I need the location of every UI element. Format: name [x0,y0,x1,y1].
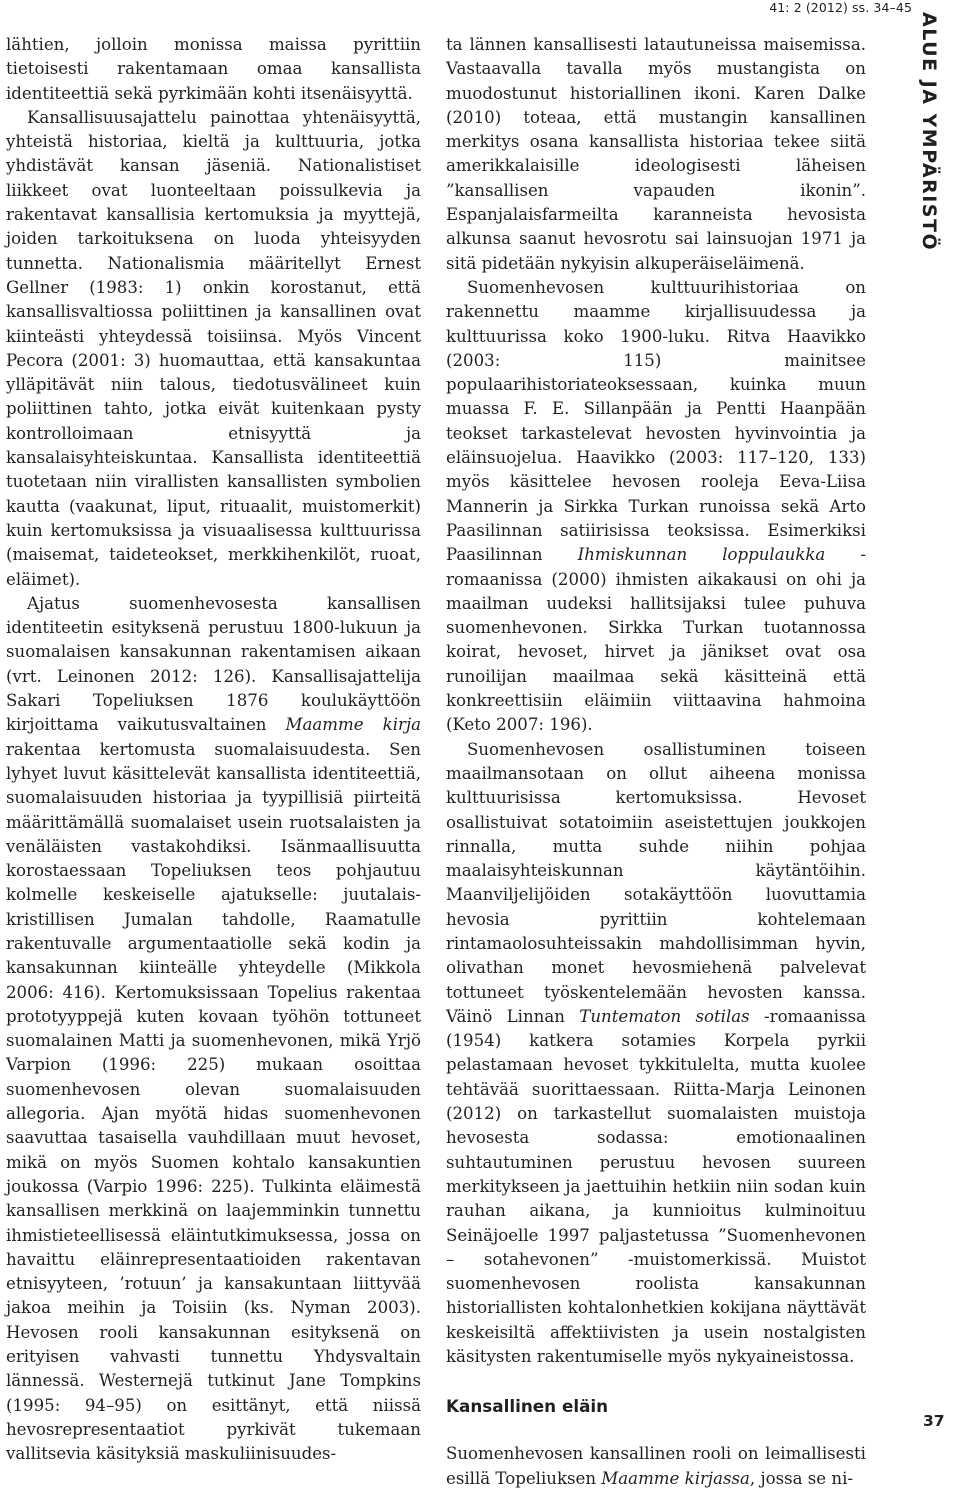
book-title: Ihmiskunnan loppulaukka [577,545,826,565]
paragraph: ta lännen kansallisesti latautuneissa maisemissa. Vastaavalla tavalla myös mustangista on muodostunut historiallinen ikoni. Karen Dalke (2010) toteaa, että mustangin kansallinen merkitys osana kansallista historiaa tekee siitä amerikkalaisille ideologisesti läheisen ”kansallisen vapauden ikonin”. Espanjalaisfarmeilta karanneista hevosista alkunsa saanut hevosrotu sai lainsuojan 1971 ja sitä pidetään nykyisin alkuperäiseläimenä. [446,35,866,273]
text-run: rakentaa kertomusta suomalaisuudesta. Sen lyhyet luvut käsittelevät kansallista identiteettiä, suomalaisuuden historiaa ja tyypillisiä piirteitä määrittämällä suomalaiset usein ruotsalaisten ja venäläisten vastakohdiksi. Isänmaallisuutta korostaessaan Topeliuksen teos pohjautuu kolmelle keskeiselle ajatukselle: juutalais-kristillisen Jumalan tahdolle, Raamatulle rakentuvalle argumentaatiolle sekä kodin ja kansakunnan kiinteälle yhteydelle (Mikkola 2006: 416). Kertomuksissaan Topelius rakentaa prototyyppejä kuten kovaan työhön tottuneet suomalainen Matti ja suomenhevonen, mikä Yrjö Varpion (1996: 225) mukaan osoittaa suomenhevosen olevan suomalaisuuden allegoria. Ajan myötä hidas suomenhevonen saavuttaa tasaisella vauhdillaan muut hevoset, mikä on myös Suomen kohtalo kansakuntien joukossa (Varpio 1996: 225). Tulkinta eläimestä kansallisen merkkinä on laajemminkin tunnettu ihmistieteellisessä eläintutkimuksessa, jossa on havaittu eläinrepresentaatioiden rakentavan etnisyyteen, ’rotuun’ ja kansakuntaan liittyvää jakoa meihin ja Toisiin (ks. Nyman 2003). Hevosen rooli kansakunnan esityksenä on erityisen vahvasti tunnettu Yhdysvaltain lännessä. Westernejä tutkinut Jane Tompkins (1995: 94–95) on esittänyt, että niissä hevosrepresentaatiot pyrkivät tukemaan vallitsevia käsityksiä maskuliinisuudes- [6,739,421,1464]
book-title: Tuntematon sotilas [579,1006,750,1026]
section-heading: Kansallinen eläin [446,1396,609,1417]
journal-title: ALUE JA YMPÄRISTÖ [918,12,940,252]
text-run: Suomenhevosen osallistuminen toiseen maailmansotaan on ollut aiheena monissa kulttuurisissa kertomuksissa. Hevoset osallistuivat sotatoimiin aseistettujen joukkojen rinnalla, mutta suhde niihin pohjaa maalaisyhteiskunnan käytäntöihin. Maanviljelijöiden sotakäyttöön luovuttamia hevosia pyrittiin kohtelemaan rintamaolosuhteissakin mahdollisimman hyvin, olivathan monet hevosmiehenä palvelevat tottuneet työskentelemään hevosten kanssa. Väinö Linnan [446,739,866,1026]
paragraph [446,1442,866,1491]
text-run: , jossa se ni- [749,1468,854,1488]
right-column [446,33,866,1491]
running-head: 41: 2 (2012) ss. 34–45 [769,0,912,15]
book-title: Maamme kirja [285,715,421,735]
text-run: -romaanissa (2000) ihmisten aikakausi on ohi ja maailman uudeksi hallitsijaksi tulee puhuva suomenhevonen. Sirkka Turkan tuotannossa koirat, hevoset, hirvet ja jänikset ovat osa runoilijan maailmaa sekä käsitteinä että konkreettisiin eläimiin viittaavina hahmoina (Keto 2007: 196). [446,545,866,735]
paragraph [6,592,421,1467]
text-run: Suomenhevosen kulttuurihistoriaa on rakennettu maamme kirjallisuudessa ja kulttuurissa koko 1900-luku. Ritva Haavikko (2003: 115) mainitsee populaarihistoriateoksessaan, kuinka muun muassa F. E. Sillanpään ja Pentti Haanpään teokset tarkastelevat hevosten hyvinvointia ja eläinsuojelua. Haavikko (2003: 117–120, 133) myös käsittelee hevosen rooleja Eeva-Liisa Mannerin ja Sirkka Turkan runoissa sekä Arto Paasilinnan satiirisissa teoksissa. Esimerkiksi Paasilinnan [446,277,866,565]
paragraph: lähtien, jolloin monissa maissa pyrittiin tietoisesti rakentamaan omaa kansallista identiteettiä sekä pyrkimään kohti itsenäisyyttä. [6,35,421,103]
book-title: Maamme kirjassa [601,1468,750,1488]
left-column [6,33,421,1467]
page-number: 37 [923,1412,945,1430]
paragraph [446,276,866,738]
text-run: -romaanissa (1954) katkera sotamies Korpela pyrkii pelastamaan hevoset tykkitulelta, mutta kuolee tehtävää suorittaessaan. Riitta-Marja Leinonen (2012) on tarkastellut suomalaisten muistoja hevosesta sodassa: emotionaalinen suhtautuminen perustuu hevosen suureen merkitykseen ja jaettuihin hetkiin niin sodan kuin rauhan aikana, ja kunnioitus kulminoituu Seinäjoelle 1997 paljastetussa ”Suomenhevonen – sotahevonen” -muistomerkissä. Muistot suomenhevosen roolista kansakunnan historiallisten kohtalonhetkien kokijana näyttävät keskeisiltä affektiivisten ja usein nostalgisten käsitysten rakentumiselle myös nykyaineistossa. [446,1006,866,1367]
paragraph: Kansallisuusajattelu painottaa yhtenäisyyttä, yhteistä historiaa, kieltä ja kulttuuria, jotka yhdistävät kansan jäseniä. Nationalistiset liikkeet ovat luonteeltaan poissulkevia ja rakentavat kansallisia kertomuksia ja myyttejä, joiden tarkoituksena on luoda yhteisyyden tunnetta. Nationalismia määritellyt Ernest Gellner (1983: 1) onkin korostanut, että kansallisvaltiossa poliittinen ja kansallinen ovat kiinteästi yhteydessä toisiinsa. Myös Vincent Pecora (2001: 3) huomauttaa, että kansakuntaa ylläpitävät niin talous, tiedotusvälineet kuin poliittinen tahto, jotka eivät kuitenkaan pysty kontrolloimaan etnisyyttä ja kansalaisyhteiskuntaa. Kansallista identiteettiä tuotetaan niin virallisten kansallisten symbolien kautta (vaakunat, liput, rituaalit, muistomerkit) kuin kertomuksissa ja visuaalisessa kulttuurissa (maisemat, taideteokset, merkkihenkilöt, ruoat, eläimet). [6,107,421,589]
paragraph [446,738,866,1370]
text-run: Suomenhevosen kansallinen rooli on leimallisesti esillä Topeliuksen [446,1444,866,1488]
text-run: Ajatus suomenhevosesta kansallisen identiteetin esityksenä perustuu 1800-lukuun ja suomalaisen kansakunnan rakentamisen aikaan (vrt. Leinonen 2012: 126). Kansallisajattelija Sakari Topeliuksen 1876 koulukäyttöön kirjoittama vaikutusvaltainen [6,593,421,735]
